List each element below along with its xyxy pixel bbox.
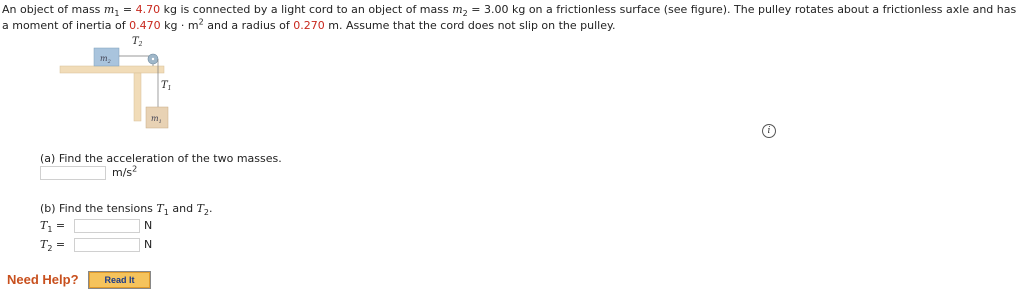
- m1-value: 4.70: [135, 3, 161, 16]
- t1-unit: N: [144, 219, 153, 232]
- m1-subscript: 1: [114, 9, 120, 19]
- problem-text: =: [119, 3, 136, 16]
- info-icon[interactable]: i: [762, 124, 776, 138]
- t2-input[interactable]: [74, 238, 140, 252]
- acceleration-input[interactable]: [40, 166, 106, 180]
- problem-statement: [2, 2, 1020, 34]
- problem-text: kg · m: [160, 19, 199, 32]
- t2-unit: N: [144, 238, 153, 251]
- pulley-figure: [58, 36, 198, 136]
- problem-text: An object of mass: [2, 3, 104, 16]
- t1-label: $T_1$: [161, 80, 172, 92]
- t1-input[interactable]: [74, 219, 140, 233]
- block-m1-label: $m_1$: [151, 114, 162, 125]
- t2-answer-label: $T_2$ =: [40, 238, 66, 254]
- need-help-label: Need Help?: [7, 272, 79, 287]
- block-m2-label: $m_2$: [100, 54, 111, 65]
- problem-text: m. Assume that the cord does not slip on the pulley.: [324, 19, 616, 32]
- pulley-axle: [152, 58, 154, 60]
- part-b-prompt: (b) Find the tensions $T_1$ and $T_2$.: [40, 202, 213, 218]
- part-a-prompt: (a) Find the acceleration of the two masses.: [40, 152, 282, 165]
- problem-text: and a radius of: [203, 19, 294, 32]
- problem-text: = 3.00 kg on a frictionless surface (see figure). The pulley rotates about a frictionless axle and has a moment of inertia of: [2, 3, 1017, 32]
- table-top: [60, 66, 164, 73]
- t2-label: $T_2$: [132, 36, 143, 48]
- radius-value: 0.270: [293, 19, 325, 32]
- problem-text: kg is connected by a light cord to an object of mass: [160, 3, 453, 16]
- m1-symbol: m: [103, 3, 115, 16]
- t1-answer-label: $T_1$ =: [40, 219, 66, 235]
- acceleration-unit: $m/s^2$: [112, 164, 138, 179]
- m2-subscript: 2: [462, 9, 468, 19]
- m2-symbol: m: [452, 3, 463, 16]
- inertia-value: 0.470: [129, 19, 161, 32]
- read-it-button[interactable]: Read It: [89, 272, 150, 288]
- table-leg: [134, 73, 141, 121]
- squared: 2: [198, 17, 204, 27]
